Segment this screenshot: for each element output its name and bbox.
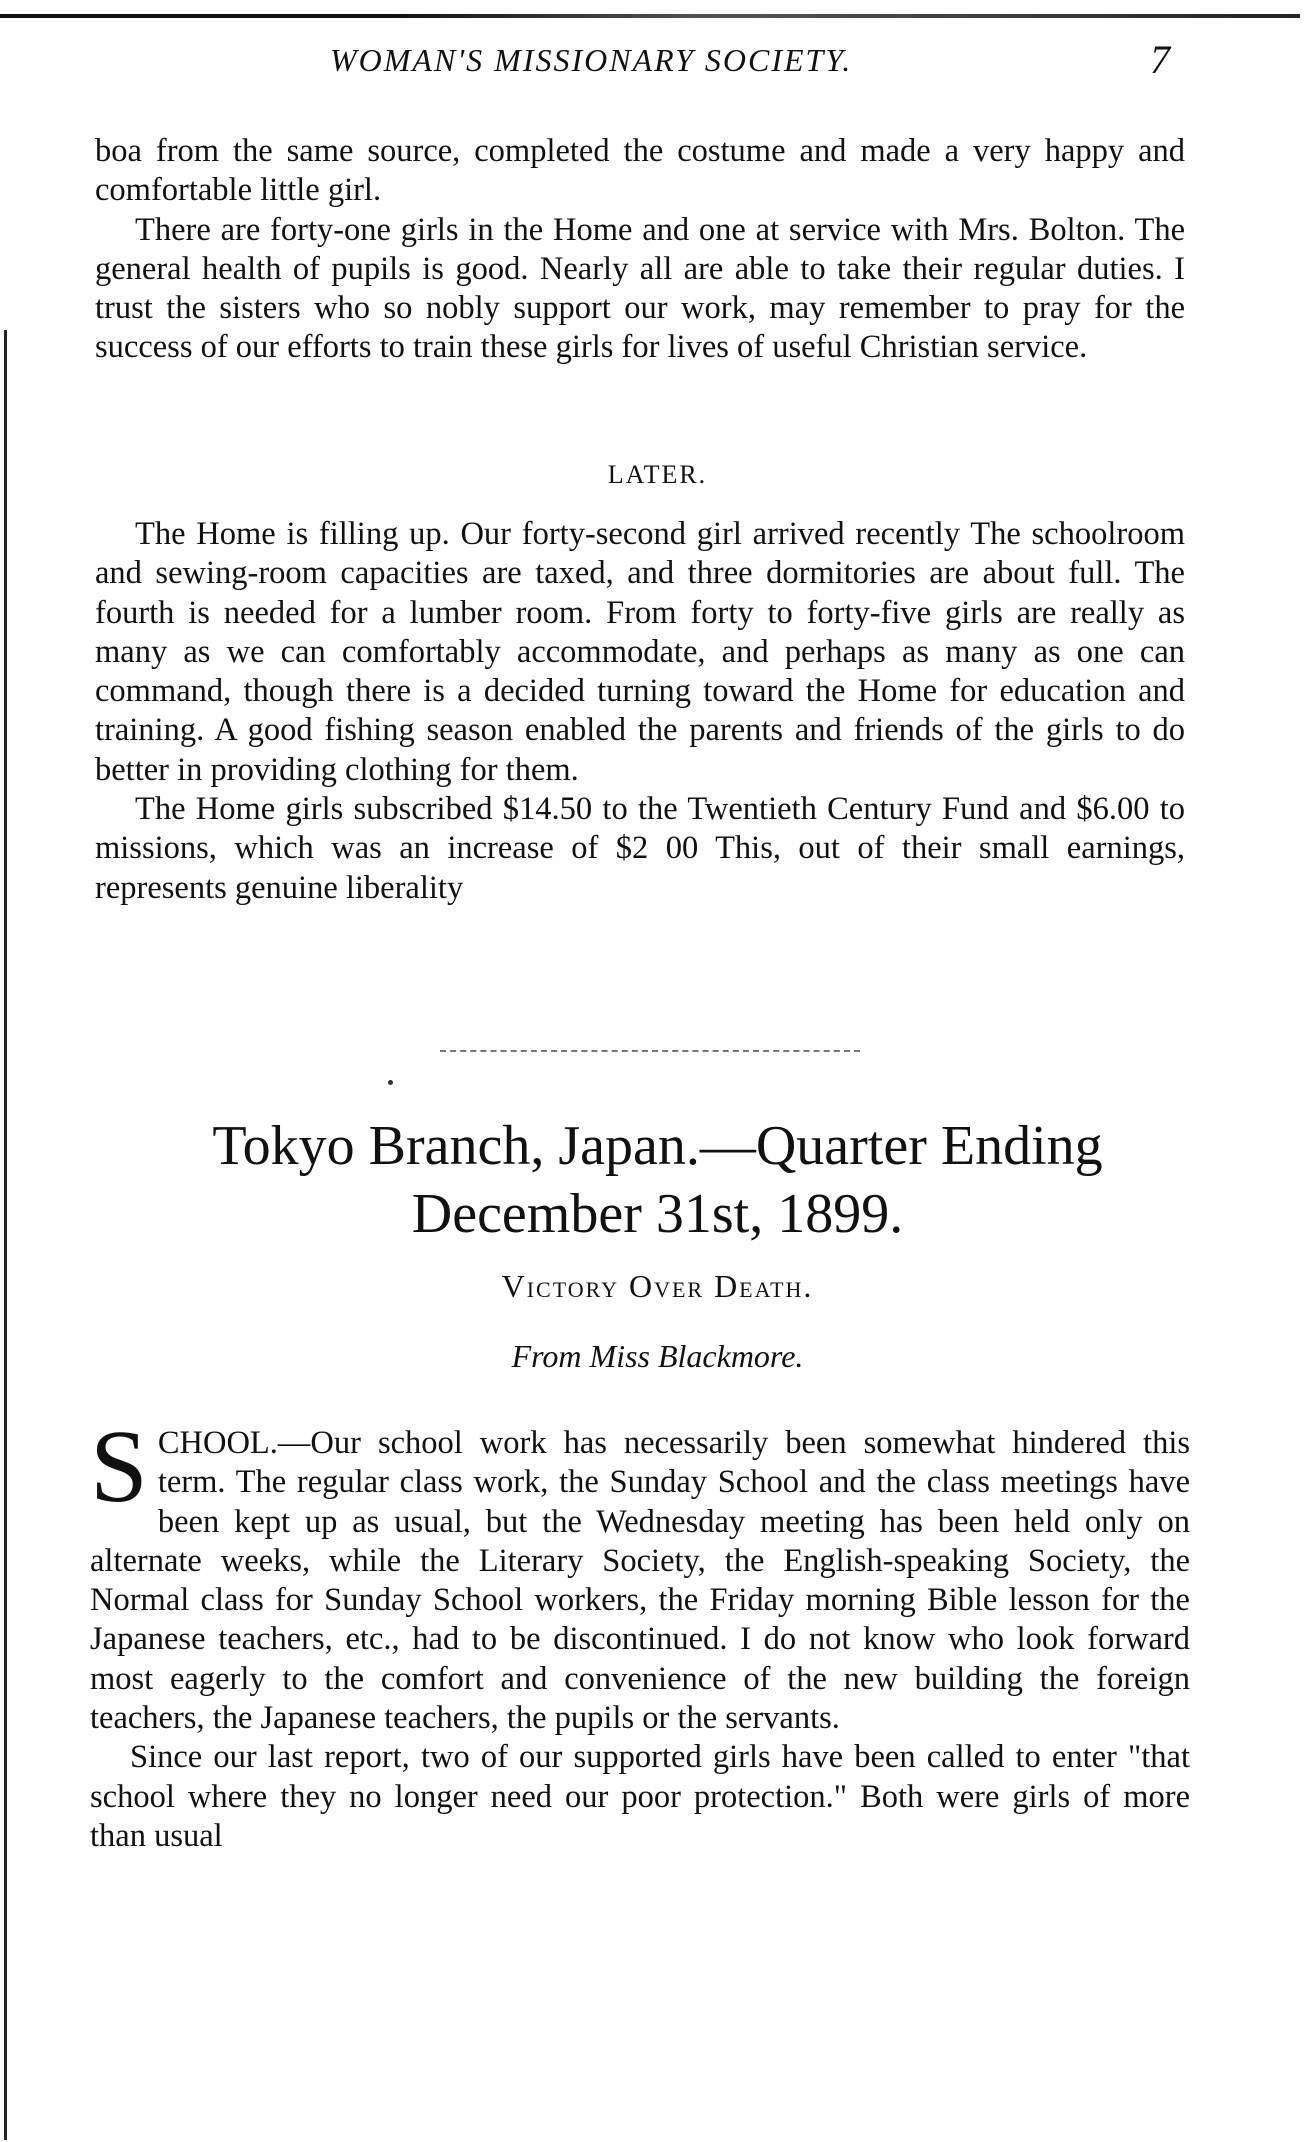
top-section — [95, 132, 1185, 368]
article-body — [90, 1409, 1190, 1856]
running-head — [0, 38, 1315, 88]
stray-mark — [388, 1080, 393, 1085]
running-head-title: WOMAN'S MISSIONARY SOCIETY. — [330, 42, 853, 78]
section-divider — [440, 1050, 860, 1054]
article-title-line-2: December 31st, 1899. — [411, 1183, 904, 1245]
article-byline: From Miss Blackmore. — [511, 1338, 804, 1374]
later-heading: LATER. — [607, 460, 708, 489]
paragraph-girls-in-home: There are forty-one girls in the Home and one at service with Mrs. Bolton. The general health of pupils is good. Nearly all are able to take their regular duties. I trust the sisters who so nobly support our work, may remember to pray for the success of our efforts to train these girls for lives of useful Christian service. — [95, 211, 1185, 366]
paragraph-home-filling: The Home is filling up. Our forty-second girl arrived recently The schoolroom and sewing-room capacities are taxed, and three dormitories are about full. The fourth is needed for a lumber room. From forty to forty-five girls are really as many as we can comfortably accommodate, and perhaps as many as one can command, though there is a decided turning toward the Home for education and training. A good fishing season enabled the parents and friends of the girls to do better in providing clothing for them. — [95, 516, 1185, 788]
article-subtitle: Victory Over Death. — [501, 1268, 814, 1304]
paragraph-subscriptions: The Home girls subscribed $14.50 to the Twentieth Century Fund and $6.00 to missions, which was an increase of $2 00 This, out of their small earnings, represents genuine liberality — [95, 791, 1185, 906]
page-number: 7 — [1150, 37, 1170, 82]
paragraph-school-text: CHOOL.—Our school work has necessarily been somewhat hindered this term. The regular class work, the Sunday School and the class meetings have been kept up as usual, but the Wednesday meeting has been held only on alternate weeks, while the Literary Society, the English-speaking Society, the Normal class for Sunday School workers, the Friday morning Bible lesson for the Japanese teachers, etc., had to be discontinued. I do not know who look forward most eagerly to the comfort and convenience of the new building the foreign teachers, the Japanese teachers, the pupils or the servants. — [90, 1425, 1190, 1737]
paragraph-since-report: Since our last report, two of our supported girls have been called to enter "that school where they no longer need our poor protection." Both were girls of more than usual — [90, 1739, 1190, 1854]
paragraph-continuation: boa from the same source, completed the costume and made a very happy and comfortable little girl. — [95, 133, 1185, 209]
article-title-line-1: Tokyo Branch, Japan.—Quarter Ending — [212, 1115, 1103, 1177]
top-border-rule — [0, 14, 1300, 18]
drop-cap: S — [90, 1409, 148, 1524]
paragraph-school — [90, 1409, 1190, 1738]
later-section — [95, 515, 1185, 908]
